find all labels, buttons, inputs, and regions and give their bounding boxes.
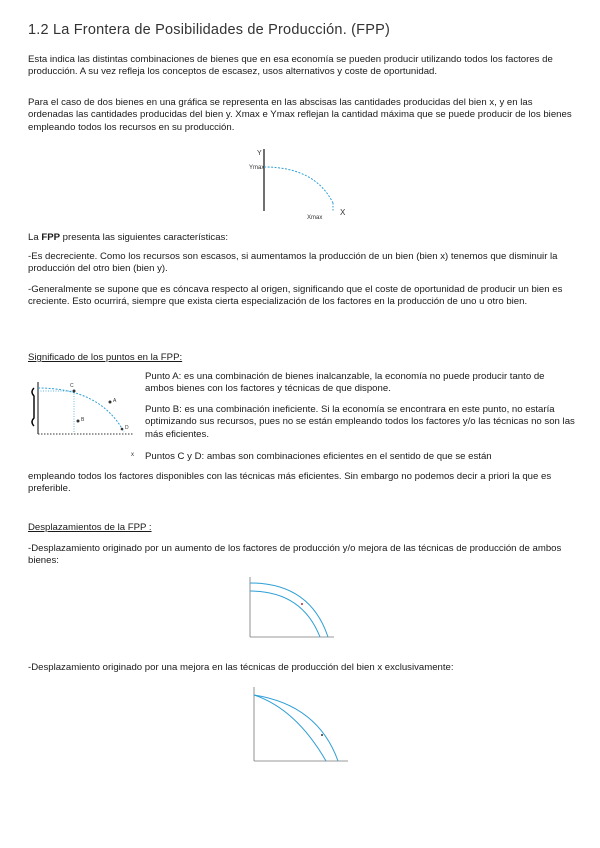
point-b-label: B [81, 417, 85, 423]
point-c [73, 390, 76, 393]
shift-x-figure [248, 683, 350, 772]
x-axis-label: x [131, 452, 134, 458]
shift-both-figure [242, 573, 337, 650]
point-a-text: Punto A: es una combinación de bienes inalcanzable, la economía no puede producir tanto de ambos bienes con los factores y técnicas de que dispone. [145, 371, 545, 395]
intro-paragraph-1: Esta indica las distintas combinaciones de bienes que en esa economía se pueden producir utilizando todos los factores de producción. A su vez refleja los conceptos de escasez, usos alternativos y coste de oportunidad. [28, 54, 553, 78]
xmax-label: Xmax [307, 215, 323, 221]
features-lead-pre: La [28, 232, 42, 243]
fpp-basic-figure [245, 145, 360, 228]
shift-2-text: -Desplazamiento originado por una mejora en las técnicas de producción del bien x exclusivamente: [28, 662, 454, 673]
fpp-shifted-curve [254, 695, 338, 761]
point-c-label: C [70, 383, 74, 389]
feature-item-2: -Generalmente se supone que es cóncava respecto al origen, significando que el coste de oportunidad de producir un bien es creciente. Esto ocurrirá, siempre que exista cierta especialización de los factores en la producción de uno u otro bien. [28, 284, 563, 308]
fpp-bold: FPP [41, 232, 61, 243]
shifts-heading: Desplazamientos de la FPP : [28, 522, 152, 533]
fpp-points-figure [28, 374, 143, 471]
point-a [109, 401, 112, 404]
point-b-text: Punto B: es una combinación ineficiente. Si la economía se encontrara en este punto, no estaría optimizando sus recursos, pues no se están empleando todos los factores y/o las técnicas no son las más eficientes. [145, 404, 575, 440]
point-cd-text-start: Puntos C y D: ambas son combinaciones eficientes en el sentido de que se están [145, 451, 492, 462]
fpp-initial-curve [250, 591, 320, 637]
points-heading: Significado de los puntos en la FPP: [28, 352, 183, 363]
feature-item-1: -Es decreciente. Como los recursos son escasos, si aumentamos la producción de un bien (bien x) tenemos que disminuir la producción del otro bien (bien y). [28, 251, 558, 275]
y-axis-label: Y [257, 150, 262, 157]
intro-paragraph-2: Para el caso de dos bienes en una gráfica se representa en las abscisas las cantidades producidas del bien x, y en las ordenadas las cantidades producidas del bien y. Xmax e Ymax reflejan la cantidad máxima que se puede producir de los bienes empleando todos los recursos en su producción. [28, 97, 572, 133]
shift-1-text: -Desplazamiento originado por un aumento de los factores de producción y/o mejora de las técnicas de producción de ambos bienes: [28, 543, 562, 567]
fpp-curve [264, 167, 333, 203]
features-lead-post: presenta las siguientes características: [60, 232, 228, 243]
x-axis-label: X [340, 208, 346, 217]
section-title: 1.2 La Frontera de Posibilidades de Producción. (FPP) [28, 22, 391, 38]
features-lead [28, 232, 576, 244]
point-d [121, 428, 124, 431]
point-a-label: A [113, 398, 117, 404]
point-cd-text-continued: empleando todos los factores disponibles con las técnicas más eficientes. Sin embargo no podemos decir a priori la que es preferible. [28, 471, 552, 495]
fpp-initial-curve [254, 695, 326, 761]
fpp-curve [38, 388, 124, 432]
ymax-label: Ymax [249, 165, 265, 171]
point-d-label: D [125, 425, 129, 431]
point-b [77, 420, 80, 423]
